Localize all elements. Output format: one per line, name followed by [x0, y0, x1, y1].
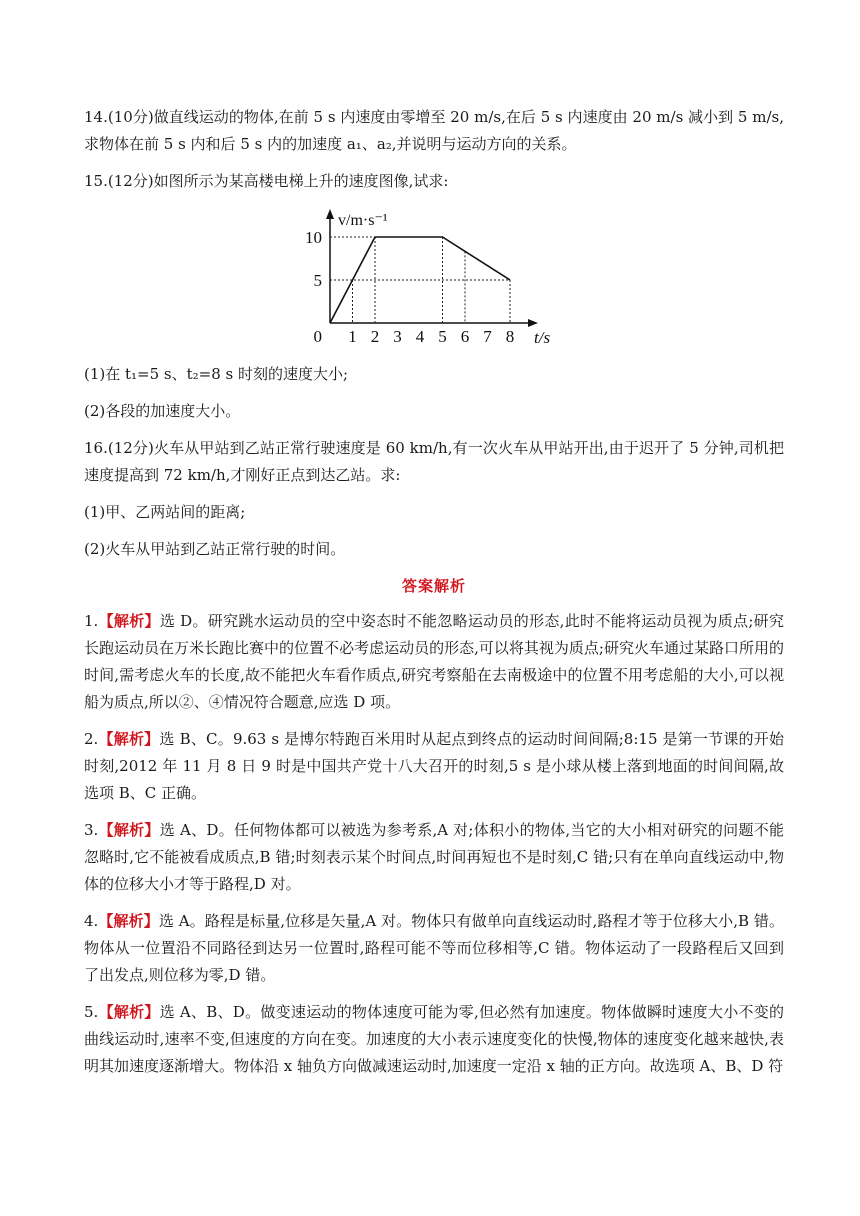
- y-axis-arrow: [326, 209, 334, 219]
- answer-number: 3.: [84, 821, 99, 839]
- answer-text: 选 D。研究跳水运动员的空中姿态时不能忽略运动员的形态,此时不能将运动员视为质点;研究长跑运动员在万米长跑比赛中的位置不必考虑运动员的形态,可以将其视为质点;研究火车通过某路口所用的时间,需考虑火车的长度,故不能把火车看作质点,研究考察船在去南极途中的位置不用考虑船的大小,可以视船为质点,所以②、④情况符合题意,应选 D 项。: [84, 612, 784, 711]
- x-tick-label: 3: [393, 327, 402, 346]
- x-axis-arrow: [528, 319, 538, 327]
- velocity-time-svg: [298, 205, 558, 355]
- question-15-part-1: (1)在 t₁=5 s、t₂=8 s 时刻的速度大小;: [84, 365, 349, 383]
- answer-text: 选 B、C。9.63 s 是博尔特跑百米用时从起点到终点的运动时间间隔;8:15 是第一节课的开始时刻,2012 年 11 月 8 日 9 时是中国共产党十八大召开的时刻,5 s 是小球从楼上落到地面的时间间隔,故选项 B、C 正确。: [84, 730, 784, 802]
- x-tick-label: 2: [370, 327, 380, 346]
- answer-item: [84, 726, 784, 807]
- x-tick-label: 4: [415, 327, 425, 346]
- answer-item: [84, 999, 784, 1080]
- answer-item: [84, 817, 784, 898]
- answer-number: 2.: [84, 730, 99, 748]
- x-axis-label: t/s: [534, 328, 551, 347]
- x-tick-label: 5: [438, 327, 447, 346]
- origin-label: 0: [313, 327, 322, 346]
- answer-text: 选 A、D。任何物体都可以被选为参考系,A 对;体积小的物体,当它的大小相对研究的问题不能忽略时,它不能被看成质点,B 错;时刻表示某个时间点,时间再短也不是时刻,C 错;只有在单向直线运动中,物体的位移大小才等于路程,D 对。: [84, 821, 784, 893]
- analysis-tag: 【解析】: [98, 1003, 160, 1021]
- question-16-part-2: (2)火车从甲站到乙站正常行驶的时间。: [84, 540, 346, 558]
- answers-list: [84, 608, 784, 1080]
- question-15-part-2: (2)各段的加速度大小。: [84, 402, 241, 420]
- answer-text: 选 A。路程是标量,位移是矢量,A 对。物体只有做单向直线运动时,路程才等于位移大小,B 错。物体从一位置沿不同路径到达另一位置时,路程可能不等而位移相等,C 错。物体运动了一段路程后又回到了出发点,则位移为零,D 错。: [84, 912, 784, 984]
- velocity-time-graph: [298, 205, 558, 355]
- question-14: 14.(10分)做直线运动的物体,在前 5 s 内速度由零增至 20 m/s,在后 5 s 内速度由 20 m/s 减小到 5 m/s,求物体在前 5 s 内和后 5 s 内的加速度 a₁、a₂,并说明与运动方向的关系。: [84, 108, 784, 153]
- y-tick-label: 10: [305, 228, 322, 247]
- analysis-tag: 【解析】: [98, 612, 160, 630]
- analysis-tag: 【解析】: [98, 730, 160, 748]
- question-16: 16.(12分)火车从甲站到乙站正常行驶速度是 60 km/h,有一次火车从甲站开出,由于迟开了 5 分钟,司机把速度提高到 72 km/h,才刚好正点到达乙站。求:: [84, 439, 784, 484]
- y-tick-label: 5: [313, 271, 322, 290]
- x-tick-label: 8: [505, 327, 515, 346]
- analysis-tag: 【解析】: [98, 912, 159, 930]
- answer-number: 1.: [84, 612, 99, 630]
- x-tick-label: 6: [460, 327, 470, 346]
- x-tick-label: 1: [348, 327, 357, 346]
- answer-text: 选 A、B、D。做变速运动的物体速度可能为零,但必然有加速度。物体做瞬时速度大小不变的曲线运动时,速率不变,但速度的方向在变。加速度的大小表示速度变化的快慢,物体的速度变化越来越快,表明其加速度逐渐增大。物体沿 x 轴负方向做减速运动时,加速度一定沿 x 轴的正方向。故选项 A、B、D 符: [84, 1003, 784, 1075]
- answer-number: 4.: [84, 912, 99, 930]
- y-axis-label: v/m·s⁻¹: [338, 212, 388, 229]
- question-15: 15.(12分)如图所示为某高楼电梯上升的速度图像,试求:: [84, 172, 449, 190]
- x-tick-label: 7: [483, 327, 492, 346]
- answer-number: 5.: [84, 1003, 99, 1021]
- question-16-part-1: (1)甲、乙两站间的距离;: [84, 503, 246, 521]
- answers-title: 答案解析: [401, 577, 466, 595]
- answer-item: [84, 608, 784, 716]
- answer-item: [84, 908, 784, 989]
- analysis-tag: 【解析】: [98, 821, 160, 839]
- page-content: [84, 104, 784, 1090]
